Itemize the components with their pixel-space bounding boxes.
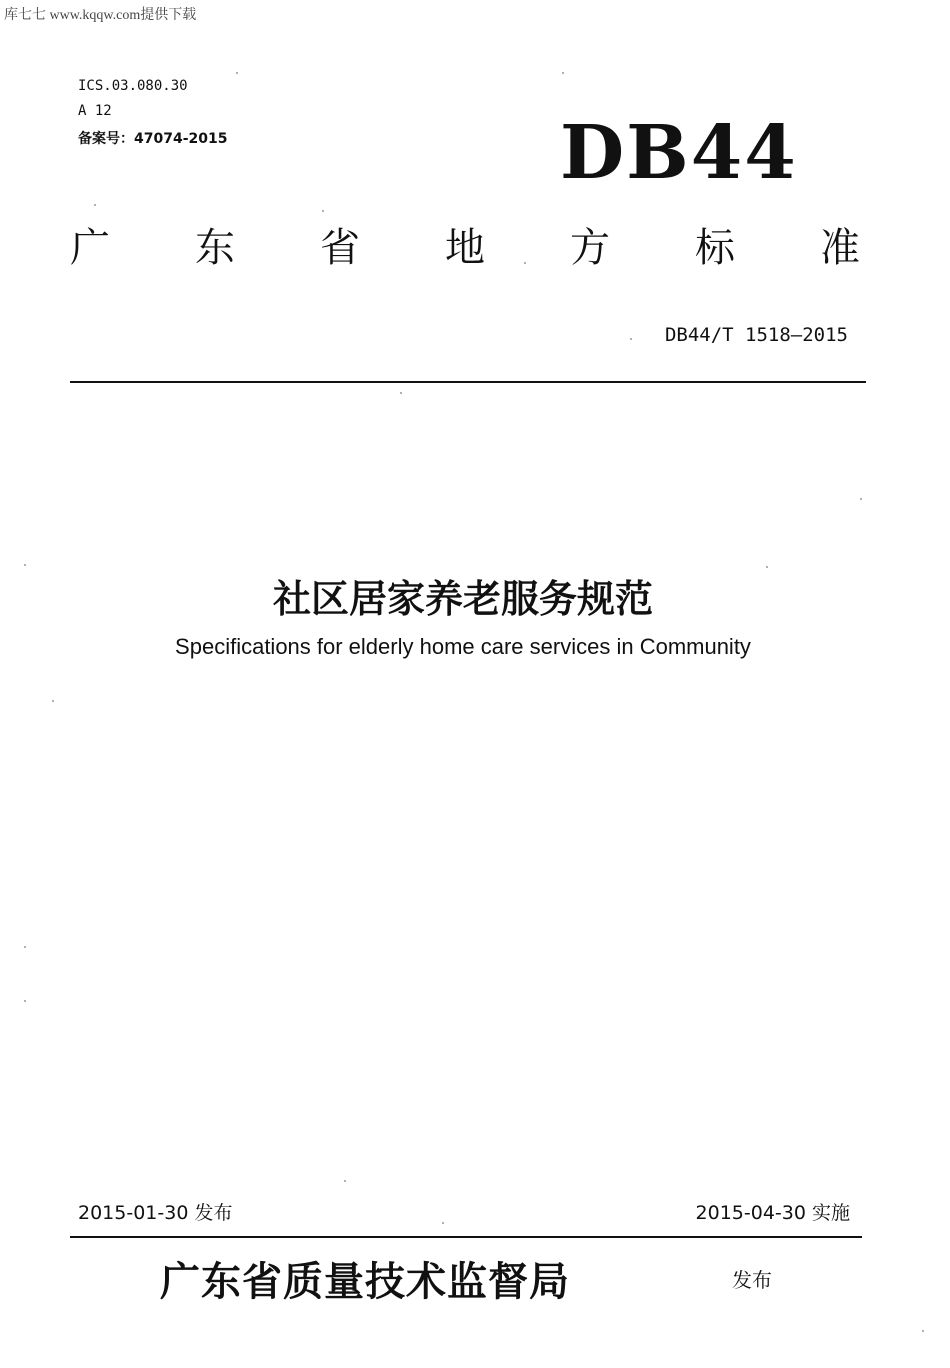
- document-title-cn: 社区居家养老服务规范: [272, 577, 653, 621]
- scan-speck: [52, 700, 54, 702]
- scan-speck: [630, 338, 632, 340]
- document-title-en: Specifications for elderly home care services in Community: [175, 634, 751, 659]
- scan-speck: [322, 210, 324, 212]
- standard-title-char: 省: [320, 225, 360, 271]
- issuer-suffix: 发布: [732, 1268, 772, 1292]
- issuing-authority: 广东省质量技术监督局: [160, 1258, 570, 1305]
- scan-speck: [922, 1330, 924, 1332]
- classification-code: A 12: [78, 103, 112, 119]
- db-logo: DB44: [560, 110, 798, 196]
- standard-type-title: [70, 225, 860, 271]
- scan-speck: [442, 1222, 444, 1224]
- scan-speck: [236, 72, 238, 74]
- release-date: 2015-01-30 发布: [78, 1202, 233, 1224]
- standard-title-char: 标: [695, 225, 735, 271]
- standard-title-char: 方: [570, 225, 610, 271]
- scan-speck: [24, 1000, 26, 1002]
- scan-speck: [766, 566, 768, 568]
- watermark-text: 库七七 www.kqqw.com提供下载: [4, 8, 197, 23]
- standard-title-char: 准: [820, 225, 860, 271]
- ics-code: ICS.03.080.30: [78, 78, 188, 94]
- scan-speck: [562, 72, 564, 74]
- scan-speck: [344, 1180, 346, 1182]
- standard-code: DB44/T 1518—2015: [664, 324, 848, 346]
- scan-speck: [24, 564, 26, 566]
- record-number: 备案号：47074-2015: [78, 131, 228, 147]
- scan-speck: [860, 498, 862, 500]
- effective-date: 2015-04-30 实施: [695, 1202, 850, 1224]
- bottom-divider: [70, 1236, 862, 1238]
- standard-title-char: 广: [70, 225, 110, 271]
- scan-speck: [400, 392, 402, 394]
- top-divider: [70, 381, 866, 383]
- standard-title-char: 地: [445, 225, 485, 271]
- scan-speck: [24, 946, 26, 948]
- standard-title-char: 东: [195, 225, 235, 271]
- scan-speck: [524, 262, 526, 264]
- scan-speck: [94, 204, 96, 206]
